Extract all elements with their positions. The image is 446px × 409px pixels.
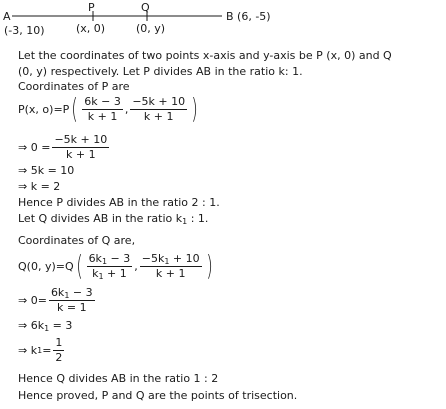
let-q-text-end: : 1. — [187, 212, 209, 225]
p-coordinates-equation — [18, 92, 200, 125]
q-step-2 — [18, 319, 72, 332]
let-q — [18, 212, 208, 225]
intro-line-1: Let the coordinates of two points x-axis and y-axis be P (x, 0) and Q — [18, 49, 392, 62]
fraction — [130, 96, 187, 123]
p-lhs: P(x, o)=P — [18, 102, 70, 116]
fraction — [140, 253, 202, 280]
intro-line-2: (0, y) respectively. Let P divides AB in the ratio k: 1. — [18, 65, 303, 78]
let-q-text: Let Q divides AB in the ratio k — [18, 212, 183, 225]
fraction — [49, 287, 95, 314]
term: − 3 — [69, 286, 93, 299]
term: −5k — [141, 251, 165, 265]
numerator — [140, 253, 202, 267]
fraction — [87, 253, 133, 280]
q-step-3: ⇒ k 1 = $\frac{1}{2}$ — [18, 336, 63, 364]
term: − 3 — [107, 251, 131, 265]
term: k — [92, 266, 99, 280]
subscript: 1 — [182, 217, 188, 226]
p-step-1 — [18, 134, 111, 161]
numerator — [87, 253, 133, 267]
p-step-2: ⇒ 5k = 10 — [18, 164, 75, 177]
fraction — [82, 96, 123, 123]
fraction — [53, 337, 64, 364]
term: 6k — [88, 251, 102, 265]
denominator: 2 — [55, 351, 63, 364]
coords-p-heading: Coordinates of P are — [18, 80, 130, 93]
comma: , — [134, 259, 138, 273]
term: = — [42, 344, 52, 357]
term: ⇒ k — [18, 344, 38, 357]
point-p-coords: (x, 0) — [76, 22, 106, 35]
p-step-3: ⇒ k = 2 — [18, 180, 61, 193]
comma: , — [124, 102, 129, 116]
subscript: 1 — [101, 256, 108, 266]
hence-p: Hence P divides AB in the ratio 2 : 1. — [18, 196, 220, 209]
open-paren: ( — [71, 92, 79, 125]
numerator: −5k + 10 — [132, 94, 186, 108]
denominator: k = 1 — [56, 301, 87, 314]
term: 6k — [50, 286, 65, 299]
step-lhs: ⇒ 0 = — [18, 141, 51, 154]
open-paren: ( — [75, 249, 83, 282]
point-a-coords: (-3, 10) — [4, 24, 45, 37]
term: ⇒ 6k — [18, 319, 45, 332]
numerator: 1 — [55, 336, 63, 349]
q-coordinates-equation — [18, 249, 215, 282]
conclusion: Hence proved, P and Q are the points of trisection. — [18, 389, 298, 402]
point-b-label: B (6, -5) — [226, 10, 271, 23]
denominator: k + 1 — [66, 148, 96, 161]
point-q-coords: (0, y) — [136, 22, 166, 35]
numerator: −5k + 10 — [54, 133, 108, 146]
term: + 10 — [169, 251, 200, 265]
point-p-label: P — [88, 1, 95, 14]
q-lhs: Q(0, y)=Q — [18, 259, 74, 273]
subscript: 1 — [98, 271, 104, 281]
denominator: k + 1 — [155, 266, 186, 280]
close-paren: ) — [191, 92, 198, 125]
numerator — [49, 287, 95, 301]
point-a-label: A — [3, 10, 11, 23]
denominator: k + 1 — [87, 109, 118, 123]
denominator — [90, 267, 129, 280]
coords-q-heading: Coordinates of Q are, — [18, 234, 136, 247]
point-q-label: Q — [141, 1, 150, 14]
term: = 3 — [49, 319, 73, 332]
number-line-diagram — [0, 0, 446, 40]
fraction — [52, 134, 109, 161]
denominator: k + 1 — [143, 109, 174, 123]
q-step-1 — [18, 287, 97, 314]
term: + 1 — [103, 266, 127, 280]
numerator: 6k − 3 — [84, 94, 121, 108]
step-lhs: ⇒ 0= — [18, 294, 47, 307]
close-paren: ) — [205, 249, 213, 282]
subscript: 1 — [164, 256, 170, 266]
hence-q: Hence Q divides AB in the ratio 1 : 2 — [18, 372, 219, 385]
subscript: 1 — [64, 291, 70, 300]
subscript: 1 — [44, 324, 50, 333]
